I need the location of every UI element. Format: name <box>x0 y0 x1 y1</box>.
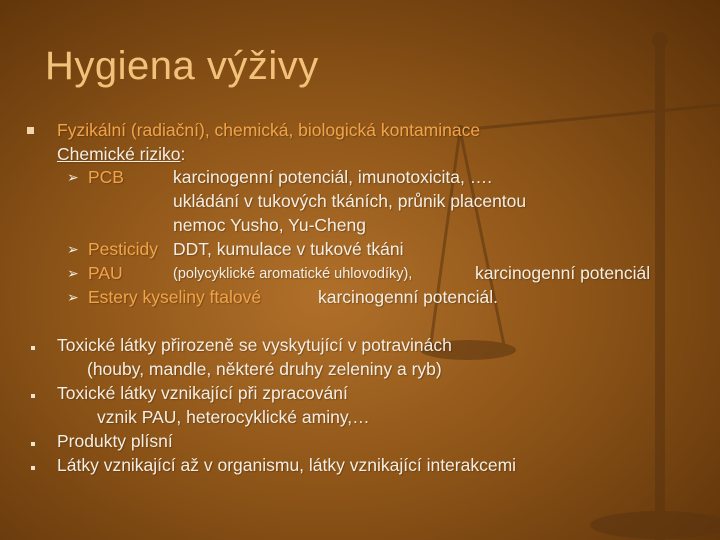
pesticides-label: Pesticidy <box>88 239 159 259</box>
pau-text: karcinogenní potenciál <box>475 263 651 283</box>
pau-label: PAU <box>88 263 123 283</box>
organism-substances: Látky vznikající až v organismu, látky vznikající interakcemi <box>57 455 517 475</box>
pesticides-text: DDT, kumulace v tukové tkáni <box>173 239 404 259</box>
bullet-contamination: Fyzikální (radiační), chemická, biologická kontaminace <box>57 120 481 140</box>
phthalate-label: Estery kyseliny ftalové <box>88 287 262 307</box>
chemical-risk-colon: : <box>180 144 186 164</box>
phthalate-text: karcinogenní potenciál. <box>318 287 498 307</box>
mold-products: Produkty plísní <box>57 431 173 451</box>
natural-toxins-line-2: (houby, mandle, některé druhy zeleniny a ryb) <box>87 359 442 379</box>
square-bullet-icon <box>31 466 35 470</box>
arrow-bullet-icon: ➢ <box>67 289 79 305</box>
square-bullet-icon <box>31 346 35 350</box>
arrow-bullet-icon: ➢ <box>67 169 79 185</box>
pcb-line-2: ukládání v tukových tkáních, průnik placentou <box>173 191 527 211</box>
arrow-bullet-icon: ➢ <box>67 241 79 257</box>
pcb-label: PCB <box>88 167 124 187</box>
slide-title: Hygiena výživy <box>45 44 319 88</box>
chemical-risk-heading <box>57 144 185 165</box>
square-bullet-icon <box>31 394 35 398</box>
processing-toxins-line-1: Toxické látky vznikající při zpracování <box>57 383 348 403</box>
pau-note: (polycyklické aromatické uhlovodíky), <box>173 266 413 282</box>
pcb-line-3: nemoc Yusho, Yu-Cheng <box>173 215 366 235</box>
arrow-bullet-icon: ➢ <box>67 265 79 281</box>
processing-toxins-line-2: vznik PAU, heterocyklické aminy,… <box>97 407 370 427</box>
pcb-line-1: karcinogenní potenciál, imunotoxicita, …. <box>173 167 493 187</box>
square-bullet-icon <box>27 127 34 134</box>
square-bullet-icon <box>31 442 35 446</box>
natural-toxins-line-1: Toxické látky přirozeně se vyskytující v potravinách <box>57 335 452 355</box>
chemical-risk-label: Chemické riziko <box>57 144 181 164</box>
